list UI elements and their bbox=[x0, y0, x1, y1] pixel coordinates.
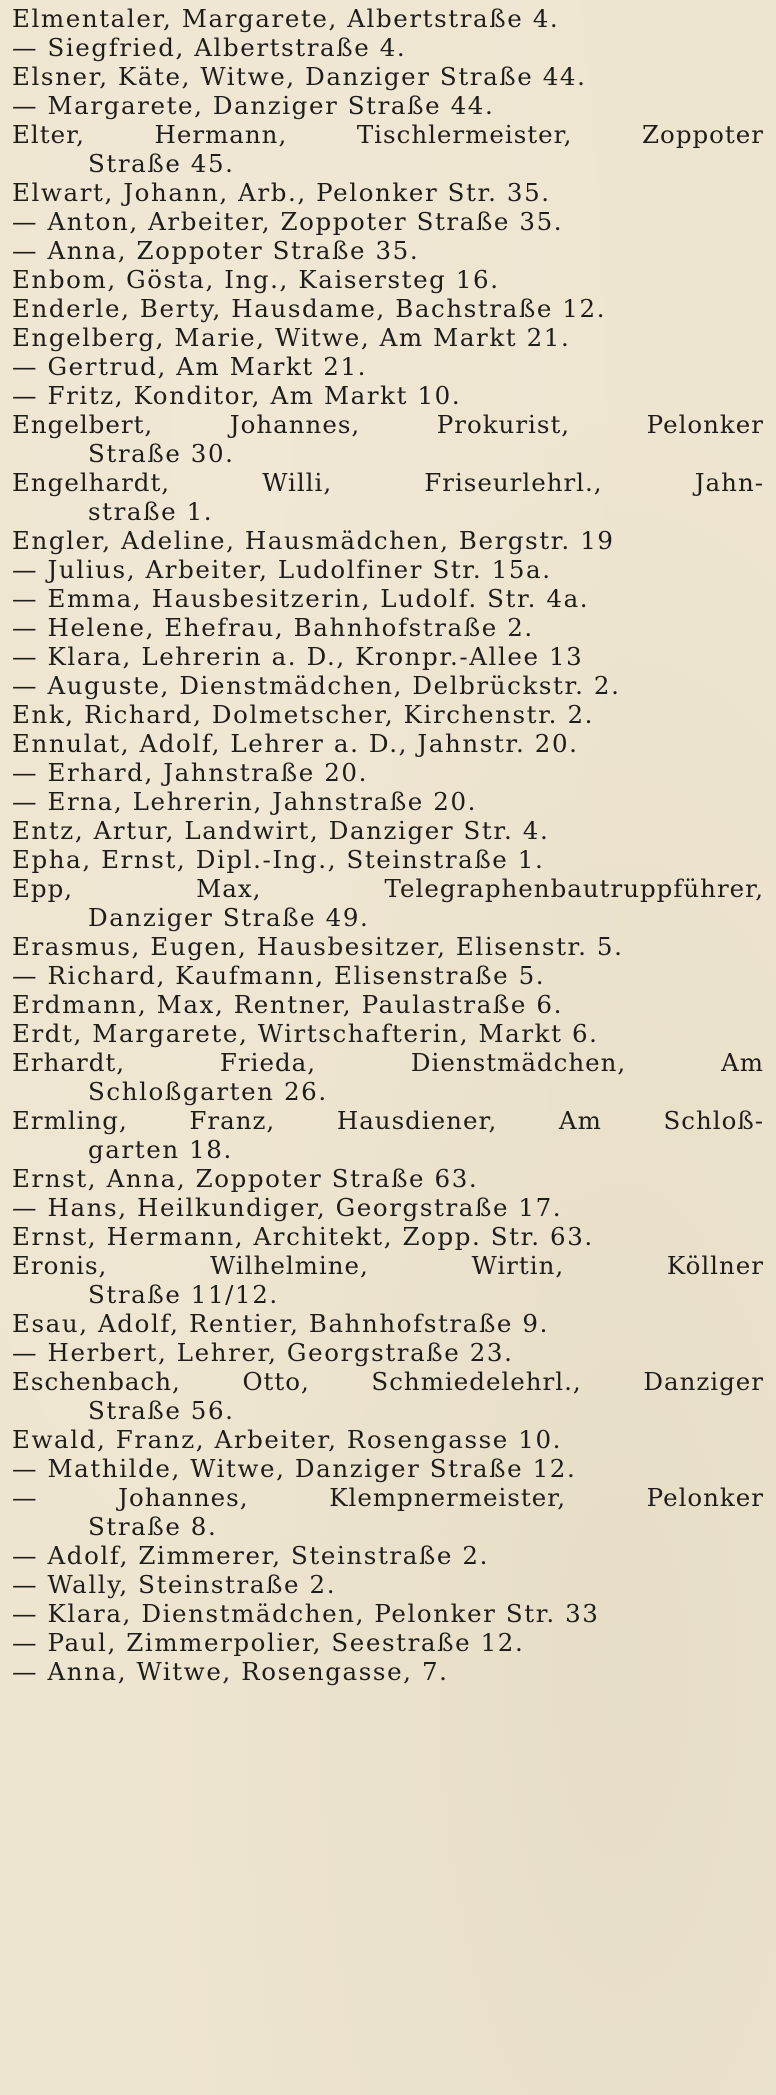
directory-line: — Johannes, Klempnermeister, Pelonker bbox=[12, 1483, 764, 1512]
directory-line: Elter, Hermann, Tischlermeister, Zoppoter bbox=[12, 120, 764, 149]
directory-line: Eschenbach, Otto, Schmiedelehrl., Danziger bbox=[12, 1367, 764, 1396]
directory-line: Ernst, Hermann, Architekt, Zopp. Str. 63. bbox=[12, 1222, 594, 1251]
directory-line: — Erna, Lehrerin, Jahnstraße 20. bbox=[12, 787, 478, 816]
directory-line: — Anna, Witwe, Rosengasse, 7. bbox=[12, 1657, 449, 1686]
directory-line: — Adolf, Zimmerer, Steinstraße 2. bbox=[12, 1541, 489, 1570]
directory-line: Enk, Richard, Dolmetscher, Kirchenstr. 2. bbox=[12, 700, 595, 729]
directory-line: — Emma, Hausbesitzerin, Ludolf. Str. 4a. bbox=[12, 584, 590, 613]
directory-line: Enderle, Berty, Hausdame, Bachstraße 12. bbox=[12, 294, 607, 323]
directory-line: — Klara, Lehrerin a. D., Kronpr.-Allee 13 bbox=[12, 642, 584, 671]
directory-line: Straße 30. bbox=[88, 439, 235, 468]
directory-line: Epha, Ernst, Dipl.-Ing., Steinstraße 1. bbox=[12, 845, 545, 874]
directory-line: Erasmus, Eugen, Hausbesitzer, Elisenstr. 5. bbox=[12, 932, 624, 961]
directory-line: — Wally, Steinstraße 2. bbox=[12, 1570, 337, 1599]
directory-line: — Helene, Ehefrau, Bahnhofstraße 2. bbox=[12, 613, 534, 642]
directory-line: Erdmann, Max, Rentner, Paulastraße 6. bbox=[12, 990, 563, 1019]
directory-line: — Klara, Dienstmädchen, Pelonker Str. 33 bbox=[12, 1599, 600, 1628]
directory-line: Engelberg, Marie, Witwe, Am Markt 21. bbox=[12, 323, 571, 352]
directory-line: — Margarete, Danziger Straße 44. bbox=[12, 91, 495, 120]
directory-line: Erhardt, Frieda, Dienstmädchen, Am bbox=[12, 1048, 764, 1077]
directory-line: Ennulat, Adolf, Lehrer a. D., Jahnstr. 20. bbox=[12, 729, 579, 758]
directory-line: Entz, Artur, Landwirt, Danziger Str. 4. bbox=[12, 816, 550, 845]
directory-line: Straße 56. bbox=[88, 1396, 235, 1425]
directory-line: — Paul, Zimmerpolier, Seestraße 12. bbox=[12, 1628, 525, 1657]
directory-line: — Erhard, Jahnstraße 20. bbox=[12, 758, 368, 787]
directory-line: Ernst, Anna, Zoppoter Straße 63. bbox=[12, 1164, 479, 1193]
directory-line: Engler, Adeline, Hausmädchen, Bergstr. 19 bbox=[12, 526, 615, 555]
directory-line: Eronis, Wilhelmine, Wirtin, Köllner bbox=[12, 1251, 764, 1280]
directory-line: Ermling, Franz, Hausdiener, Am Schloß- bbox=[12, 1106, 764, 1135]
directory-line: — Gertrud, Am Markt 21. bbox=[12, 352, 368, 381]
directory-line: — Anna, Zoppoter Straße 35. bbox=[12, 236, 420, 265]
directory-line: — Mathilde, Witwe, Danziger Straße 12. bbox=[12, 1454, 577, 1483]
directory-line: Elsner, Käte, Witwe, Danziger Straße 44. bbox=[12, 62, 587, 91]
directory-line: — Richard, Kaufmann, Elisenstraße 5. bbox=[12, 961, 546, 990]
directory-line: Straße 45. bbox=[88, 149, 235, 178]
directory-line: Straße 8. bbox=[88, 1512, 218, 1541]
directory-line: Engelhardt, Willi, Friseurlehrl., Jahn- bbox=[12, 468, 764, 497]
directory-line: Ewald, Franz, Arbeiter, Rosengasse 10. bbox=[12, 1425, 563, 1454]
directory-line: Elmentaler, Margarete, Albertstraße 4. bbox=[12, 4, 560, 33]
directory-line: Erdt, Margarete, Wirtschafterin, Markt 6. bbox=[12, 1019, 599, 1048]
directory-line: — Julius, Arbeiter, Ludolfiner Str. 15a. bbox=[12, 555, 552, 584]
directory-line: — Fritz, Konditor, Am Markt 10. bbox=[12, 381, 462, 410]
directory-line: garten 18. bbox=[88, 1135, 233, 1164]
directory-line: Engelbert, Johannes, Prokurist, Pelonker bbox=[12, 410, 764, 439]
directory-line: straße 1. bbox=[88, 497, 214, 526]
directory-line: — Anton, Arbeiter, Zoppoter Straße 35. bbox=[12, 207, 564, 236]
directory-line: — Herbert, Lehrer, Georgstraße 23. bbox=[12, 1338, 514, 1367]
directory-line: Esau, Adolf, Rentier, Bahnhofstraße 9. bbox=[12, 1309, 549, 1338]
directory-line: Schloßgarten 26. bbox=[88, 1077, 328, 1106]
directory-line: — Hans, Heilkundiger, Georgstraße 17. bbox=[12, 1193, 563, 1222]
directory-line: — Siegfried, Albertstraße 4. bbox=[12, 33, 407, 62]
directory-line: Enbom, Gösta, Ing., Kaisersteg 16. bbox=[12, 265, 500, 294]
directory-line: Elwart, Johann, Arb., Pelonker Str. 35. bbox=[12, 178, 551, 207]
directory-line: Danziger Straße 49. bbox=[88, 903, 370, 932]
directory-line: — Auguste, Dienstmädchen, Delbrückstr. 2. bbox=[12, 671, 621, 700]
directory-line: Straße 11/12. bbox=[88, 1280, 279, 1309]
directory-line: Epp, Max, Telegraphenbautruppführer, bbox=[12, 874, 764, 903]
